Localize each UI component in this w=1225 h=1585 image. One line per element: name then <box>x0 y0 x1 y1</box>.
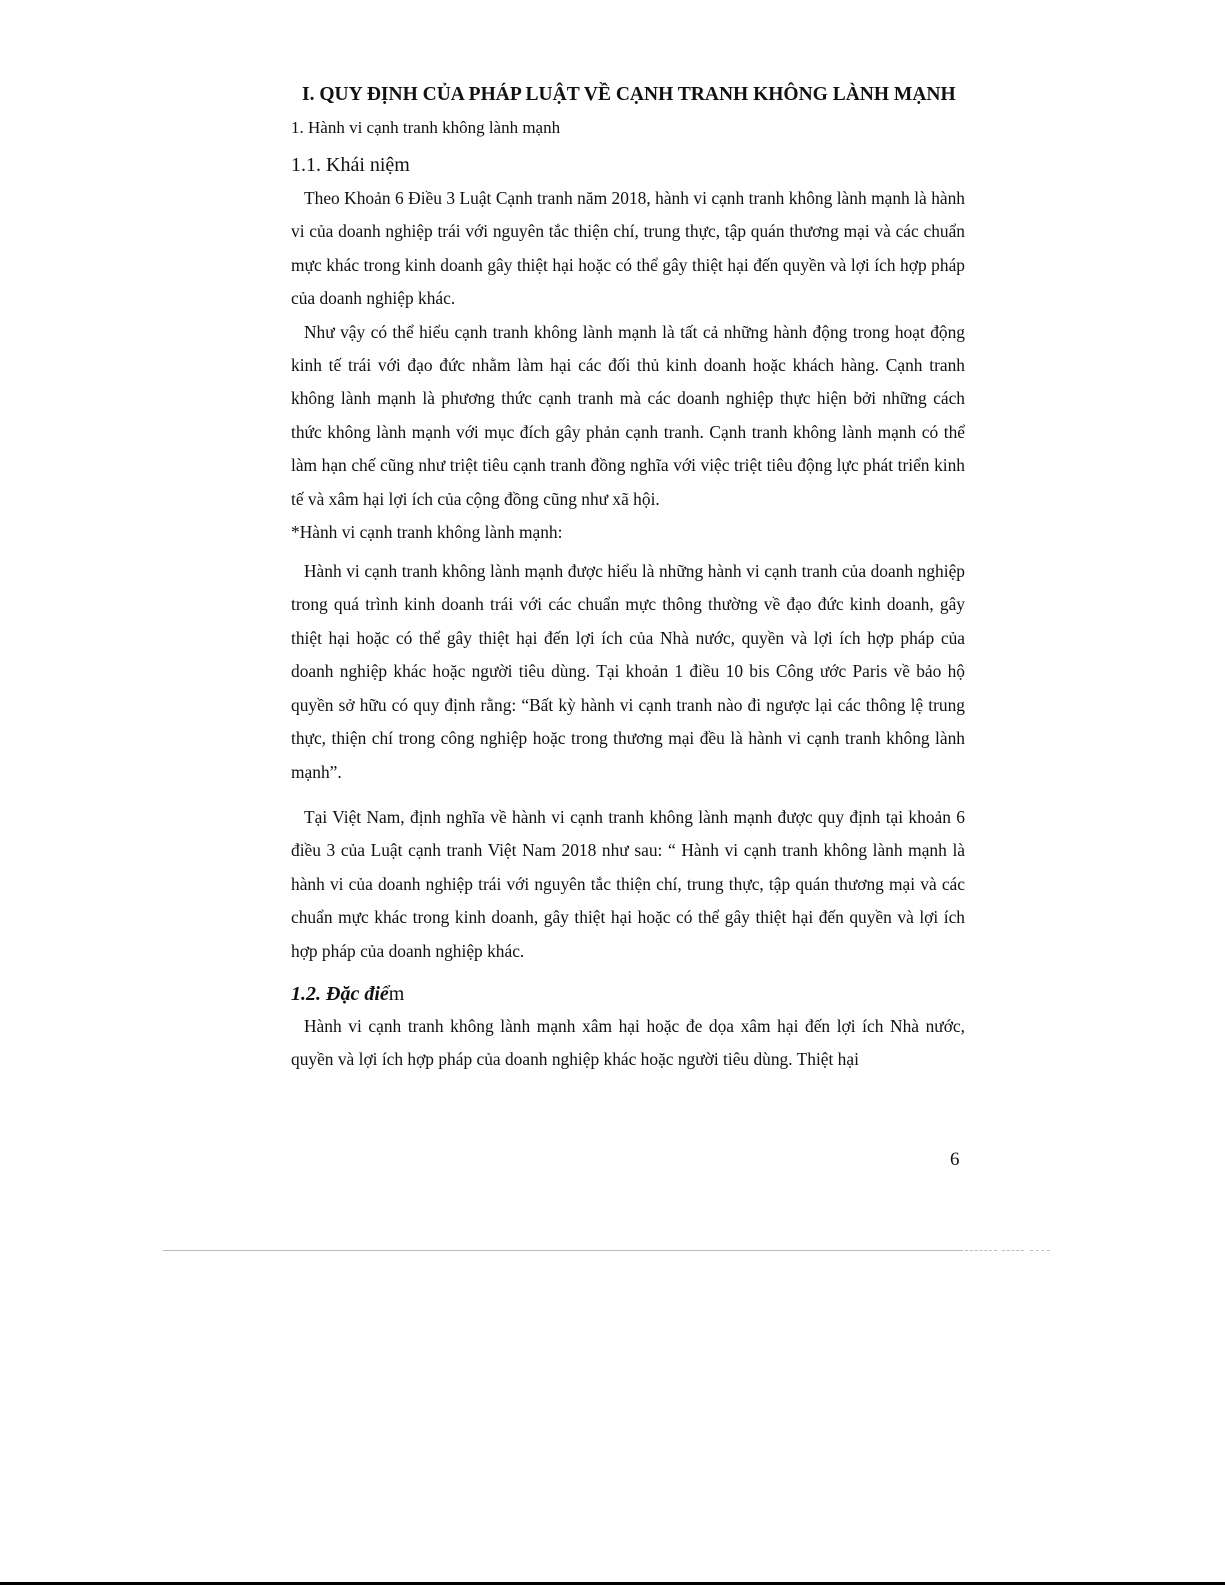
section-heading-1-2-tail: m <box>388 982 405 1005</box>
chapter-title-text: QUY ĐỊNH CỦA PHÁP LUẬT VỀ CẠNH TRANH KHÔNG LÀNH MẠNH <box>314 84 956 105</box>
chapter-title-number: I. <box>302 84 315 105</box>
footer-dash <box>1030 1250 1050 1251</box>
chapter-title <box>291 80 965 114</box>
paragraph-paris-convention: Hành vi cạnh tranh không lành mạnh được hiểu là những hành vi cạnh tranh của doanh nghiệp trong quá trình kinh doanh trái với các chuẩn mực thông thường về đạo đức kinh doanh, gây thiệt hại hoặc có thể gây thiệt hại đến lợi ích của Nhà nước, quyền và lợi ích hợp pháp của doanh nghiệp khác hoặc người tiêu dùng. Tại khoản 1 điều 10 bis Công ước Paris về bảo hộ quyền sở hữu có quy định rằng: “Bất kỳ hành vi cạnh tranh nào đi ngược lại các thông lệ trung thực, thiện chí trong công nghiệp hoặc trong thương mại đều là hành vi cạnh tranh không lành mạnh”. <box>291 561 965 782</box>
footer-divider <box>163 1250 963 1251</box>
paragraph-definition: Theo Khoản 6 Điều 3 Luật Cạnh tranh năm 2018, hành vi cạnh tranh không lành mạnh là hành vi của doanh nghiệp trái với nguyên tắc thiện chí, trung thực, tập quán thương mại và các chuẩn mực khác trong kinh doanh gây thiệt hại hoặc có thể gây thiệt hại đến quyền và lợi ích hợp pháp của doanh nghiệp khác. <box>291 188 965 309</box>
page-number: 6 <box>950 1149 960 1170</box>
paragraph-explanation: Như vậy có thể hiểu cạnh tranh không lành mạnh là tất cả những hành động trong hoạt động kinh tế trái với đạo đức nhằm làm hại các đối thủ kinh doanh hoặc khách hàng. Cạnh tranh không lành mạnh là phương thức cạnh tranh mà các doanh nghiệp thực hiện bởi những cách thức không lành mạnh với mục đích gây phản cạnh tranh. Cạnh tranh không lành mạnh có thể làm hạn chế cũng như triệt tiêu cạnh tranh đồng nghĩa với việc triệt tiêu động lực phát triển kinh tế và xâm hại lợi ích của cộng đồng cũng như xã hội. <box>291 321 965 509</box>
page-body <box>291 80 965 1077</box>
subheading-unfair-competition-acts: *Hành vi cạnh tranh không lành mạnh: <box>291 522 563 543</box>
footer-dash <box>1002 1250 1024 1251</box>
paragraph-characteristics: Hành vi cạnh tranh không lành mạnh xâm hại hoặc đe dọa xâm hại đến lợi ích Nhà nước, quyền và lợi ích hợp pháp của doanh nghiệp khác hoặc người tiêu dùng. Thiệt hại <box>291 1015 965 1070</box>
section-heading-1-2 <box>291 978 965 1010</box>
section-heading-1: 1. Hành vi cạnh tranh không lành mạnh <box>291 118 561 137</box>
section-heading-1-1: 1.1. Khái niệm <box>291 154 410 176</box>
paragraph-vietnam-definition: Tại Việt Nam, định nghĩa về hành vi cạnh tranh không lành mạnh được quy định tại khoản 6 điều 3 của Luật cạnh tranh Việt Nam 2018 như sau: “ Hành vi cạnh tranh không lành mạnh là hành vi của doanh nghiệp trái với nguyên tắc thiện chí, trung thực, tập quán thương mại và các chuẩn mực khác trong kinh doanh, gây thiệt hại hoặc có thể gây thiệt hại đến quyền và lợi ích hợp pháp của doanh nghiệp khác. <box>291 806 965 961</box>
section-heading-1-2-styled: 1.2. Đặc điể <box>291 982 389 1005</box>
footer-dash <box>965 1250 997 1251</box>
